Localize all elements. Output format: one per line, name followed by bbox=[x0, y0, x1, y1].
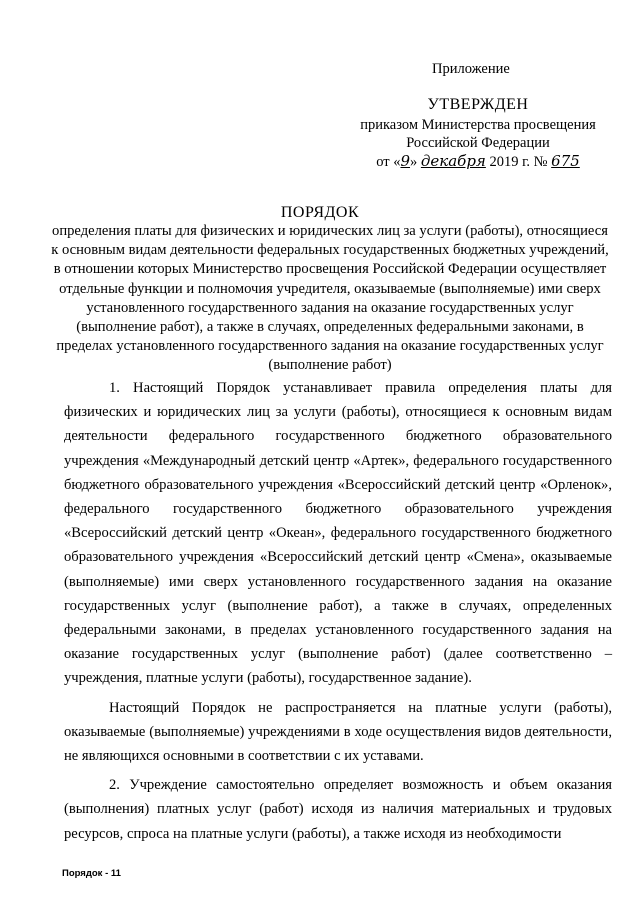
page-footer: Порядок - 11 bbox=[62, 868, 121, 879]
order-number: 675 bbox=[551, 152, 580, 170]
order-date-line bbox=[348, 152, 608, 171]
document-title: ПОРЯДОК bbox=[280, 204, 360, 221]
paragraph-2: Настоящий Порядок не распространяется на платные услуги (работы), оказываемые (выполняемые) учреждениями в ходе осуществления видов деятельности, не являющихся основными в соответствии с их уставами. bbox=[64, 699, 612, 765]
order-line-1: приказом Министерства просвещения bbox=[360, 117, 596, 133]
date-day: 9 bbox=[400, 152, 411, 170]
document-body bbox=[64, 376, 612, 851]
paragraph-1: 1. Настоящий Порядок устанавливает правила определения платы для физических и юридических лиц за услуги (работы), относящиеся к основным видам деятельности федерального государственного бюджетного образовательного учреждения «Международный детский центр «Артек», федерального государственного бюджетного образовательного учреждения «Всероссийский детский центр «Орленок», федерального государственного бюджетного образовательного учреждения «Всероссийский детский центр «Океан», федерального государственного бюджетного образовательного учреждения «Всероссийский детский центр «Смена», оказываемые (выполняемые) ими сверх установленного государственного задания на оказание государственных услуг (выполнение работ), а также в случаях, определенных федеральными законами, в пределах установленного государственного задания на оказание государственных услуг (выполнение работ) (далее соответственно – учреждения, платные услуги (работы), государственное задание). bbox=[64, 380, 612, 687]
approval-block bbox=[348, 96, 608, 171]
date-year: 2019 г. № bbox=[489, 154, 548, 170]
date-month: декабря bbox=[420, 152, 486, 170]
document-subtitle: определения платы для физических и юридических лиц за услуги (работы), относящиеся к основным видам деятельности федеральных государственных бюджетных учреждений, в отношении которых Министерство просвещения Российской Федерации осуществляет отдельные функции и полномочия учредителя, оказываемые (выполняемые) ими сверх установленного государственного задания на оказание государственных услуг (выполнение работ), а также в случаях, определенных федеральными законами, в пределах установленного государственного задания на оказание государственных услуг (выполнение работ) bbox=[51, 223, 609, 374]
appendix-label: Приложение bbox=[432, 61, 510, 77]
date-mid: » bbox=[410, 154, 418, 170]
order-line-2: Российской Федерации bbox=[406, 135, 550, 151]
paragraph-3: 2. Учреждение самостоятельно определяет возможность и объем оказания (выполнения) платных услуг (работ) исходя из наличия материальных и трудовых ресурсов, спроса на платные услуги (работы), а также исходя из необходимости bbox=[64, 777, 612, 842]
date-prefix: от « bbox=[376, 154, 401, 170]
approved-heading: УТВЕРЖДЕН bbox=[427, 96, 529, 113]
